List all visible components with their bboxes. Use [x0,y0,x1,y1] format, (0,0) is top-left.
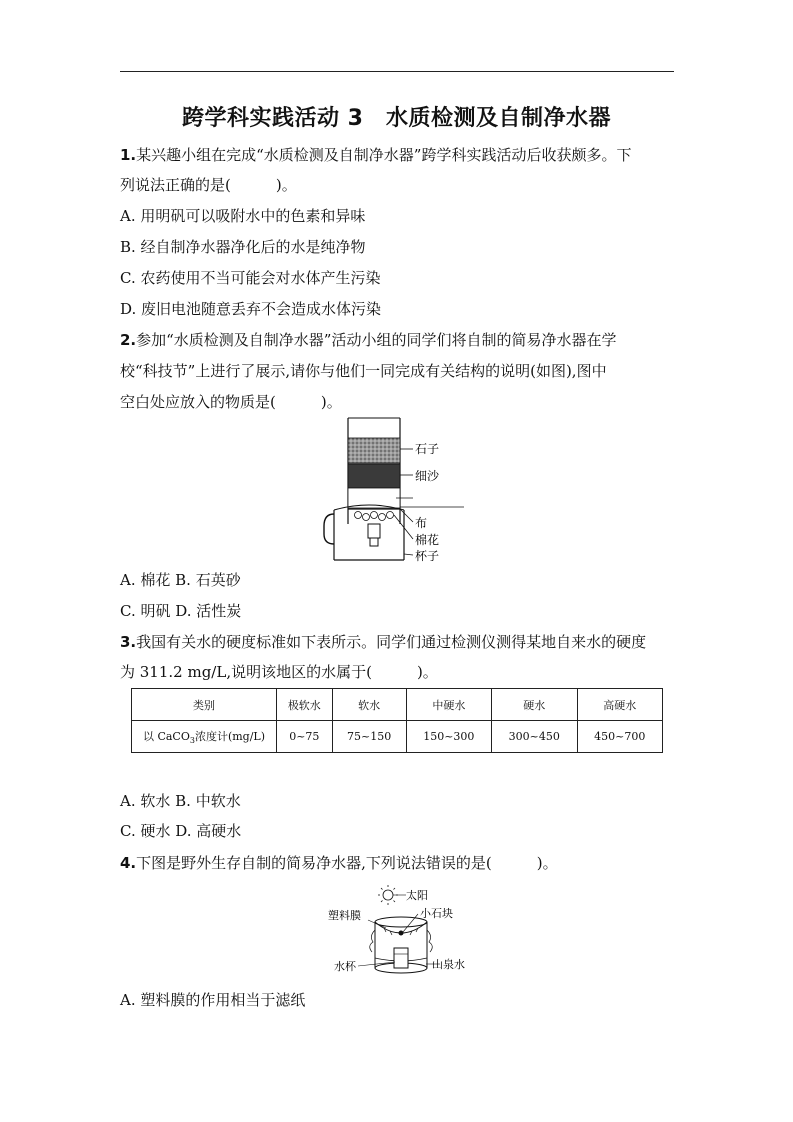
label-cloth: 布 [415,516,428,530]
table-header-cell: 软水 [332,689,406,721]
label-sun: 太阳 [406,889,428,902]
table-header-cell: 硬水 [492,689,577,721]
q4-option-a: A. 塑料膜的作用相当于滤纸 [120,991,306,1009]
table-row-label [132,721,277,753]
inner-cup [394,948,408,968]
sand-layer [348,464,400,488]
row-label-sub: 3 [189,736,195,746]
q2-number: 2. [120,331,137,349]
row-label-pre: 以 CaCO [142,729,190,743]
q3-stem-text-1: 我国有关水的硬度标准如下表所示。同学们通过检测仪测得某地自来水的硬度 [136,633,647,651]
solar-still-figure [328,884,472,980]
q1-stem-text-1: 某兴趣小组在完成“水质检测及自制净水器”跨学科实践活动后收获颇多。下 [136,146,632,164]
table-header-cell: 类别 [132,689,277,721]
water-hardness-table [131,688,663,753]
q3-stem-line-2: 为 311.2 mg/L,说明该地区的水属于( )。 [120,663,438,681]
page-title: 跨学科实践活动 3 水质检测及自制净水器 [182,106,611,131]
cup-outline [324,514,334,544]
table-cell: 0~75 [277,721,333,753]
q3-stem-line-1 [120,632,646,652]
table-cell: 300~450 [492,721,577,753]
label-plastic-film: 塑料膜 [328,909,361,922]
stone-icon [399,931,404,936]
label-cotton: 棉花 [415,533,440,547]
q4-stem-text-1: 下图是野外生存自制的简易净水器,下列说法错误的是( )。 [136,854,558,872]
q2-options-line-1: A. 棉花 B. 石英砂 [120,571,241,589]
q1-stem-line-1 [120,145,631,165]
label-spring-water: 山泉水 [432,958,465,971]
q1-stem-line-2: 列说法正确的是( )。 [120,176,297,194]
q4-stem-line-1 [120,853,558,873]
table-header-cell: 极软水 [277,689,333,721]
label-gravel: 石子 [415,442,440,456]
row-label-post: 浓度计(mg/L) [194,729,266,743]
q2-stem-line-1 [120,330,616,350]
q2-stem-line-2: 校“科技节”上进行了展示,请你与他们一同完成有关结构的说明(如图),图中 [120,362,607,380]
q2-options-line-2: C. 明矾 D. 活性炭 [120,602,242,620]
q3-options-line-2: C. 硬水 D. 高硬水 [120,822,242,840]
label-water-cup: 水杯 [334,960,356,973]
cotton-layer [355,512,394,521]
label-small-stone: 小石块 [420,907,453,920]
header-rule [120,71,674,72]
table-header-cell: 高硬水 [577,689,662,721]
q1-number: 1. [120,146,137,164]
q1-option-c: C. 农药使用不当可能会对水体产生污染 [120,269,381,287]
water-filter-figure [320,414,470,566]
table-header-cell: 中硬水 [406,689,491,721]
table-cell: 450~700 [577,721,662,753]
table-row [132,721,663,753]
q3-options-line-1: A. 软水 B. 中软水 [120,792,241,810]
q2-stem-text-1: 参加“水质检测及自制净水器”活动小组的同学们将自制的简易净水器在学 [136,331,617,349]
table-cell: 150~300 [406,721,491,753]
label-cup: 杯子 [415,549,440,563]
q1-option-b: B. 经自制净水器净化后的水是纯净物 [120,238,366,256]
q1-option-d: D. 废旧电池随意丢弃不会造成水体污染 [120,300,382,318]
table-cell: 75~150 [332,721,406,753]
q1-option-a: A. 用明矾可以吸附水中的色素和异味 [120,207,366,225]
label-sand: 细沙 [415,469,440,483]
table-header-row [132,689,663,721]
q2-stem-line-3: 空白处应放入的物质是( )。 [120,393,342,411]
q4-number: 4. [120,854,137,872]
q3-number: 3. [120,633,137,651]
gravel-layer [348,438,400,463]
